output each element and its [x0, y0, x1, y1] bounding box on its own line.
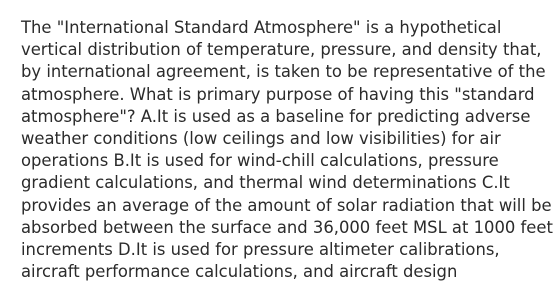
question-line: by international agreement, is taken to be representative of the: [21, 62, 546, 82]
question-line: aircraft performance calculations, and aircraft design: [21, 262, 458, 282]
question-line: operations B.It is used for wind-chill calculations, pressure: [21, 151, 499, 171]
question-line: gradient calculations, and thermal wind determinations C.It: [21, 173, 510, 193]
question-line: atmosphere. What is primary purpose of having this "standard: [21, 84, 535, 104]
question-text: [21, 17, 553, 283]
question-line: increments D.It is used for pressure altimeter calibrations,: [21, 240, 500, 260]
question-line: provides an average of the amount of solar radiation that will be: [21, 195, 552, 215]
question-line: atmosphere"? A.It is used as a baseline for predicting adverse: [21, 106, 531, 126]
question-line: absorbed between the surface and 36,000 feet MSL at 1000 feet: [21, 217, 553, 237]
question-line: vertical distribution of temperature, pressure, and density that,: [21, 40, 542, 60]
question-line: weather conditions (low ceilings and low visibilities) for air: [21, 129, 501, 149]
question-line: The "International Standard Atmosphere" is a hypothetical: [21, 18, 502, 37]
